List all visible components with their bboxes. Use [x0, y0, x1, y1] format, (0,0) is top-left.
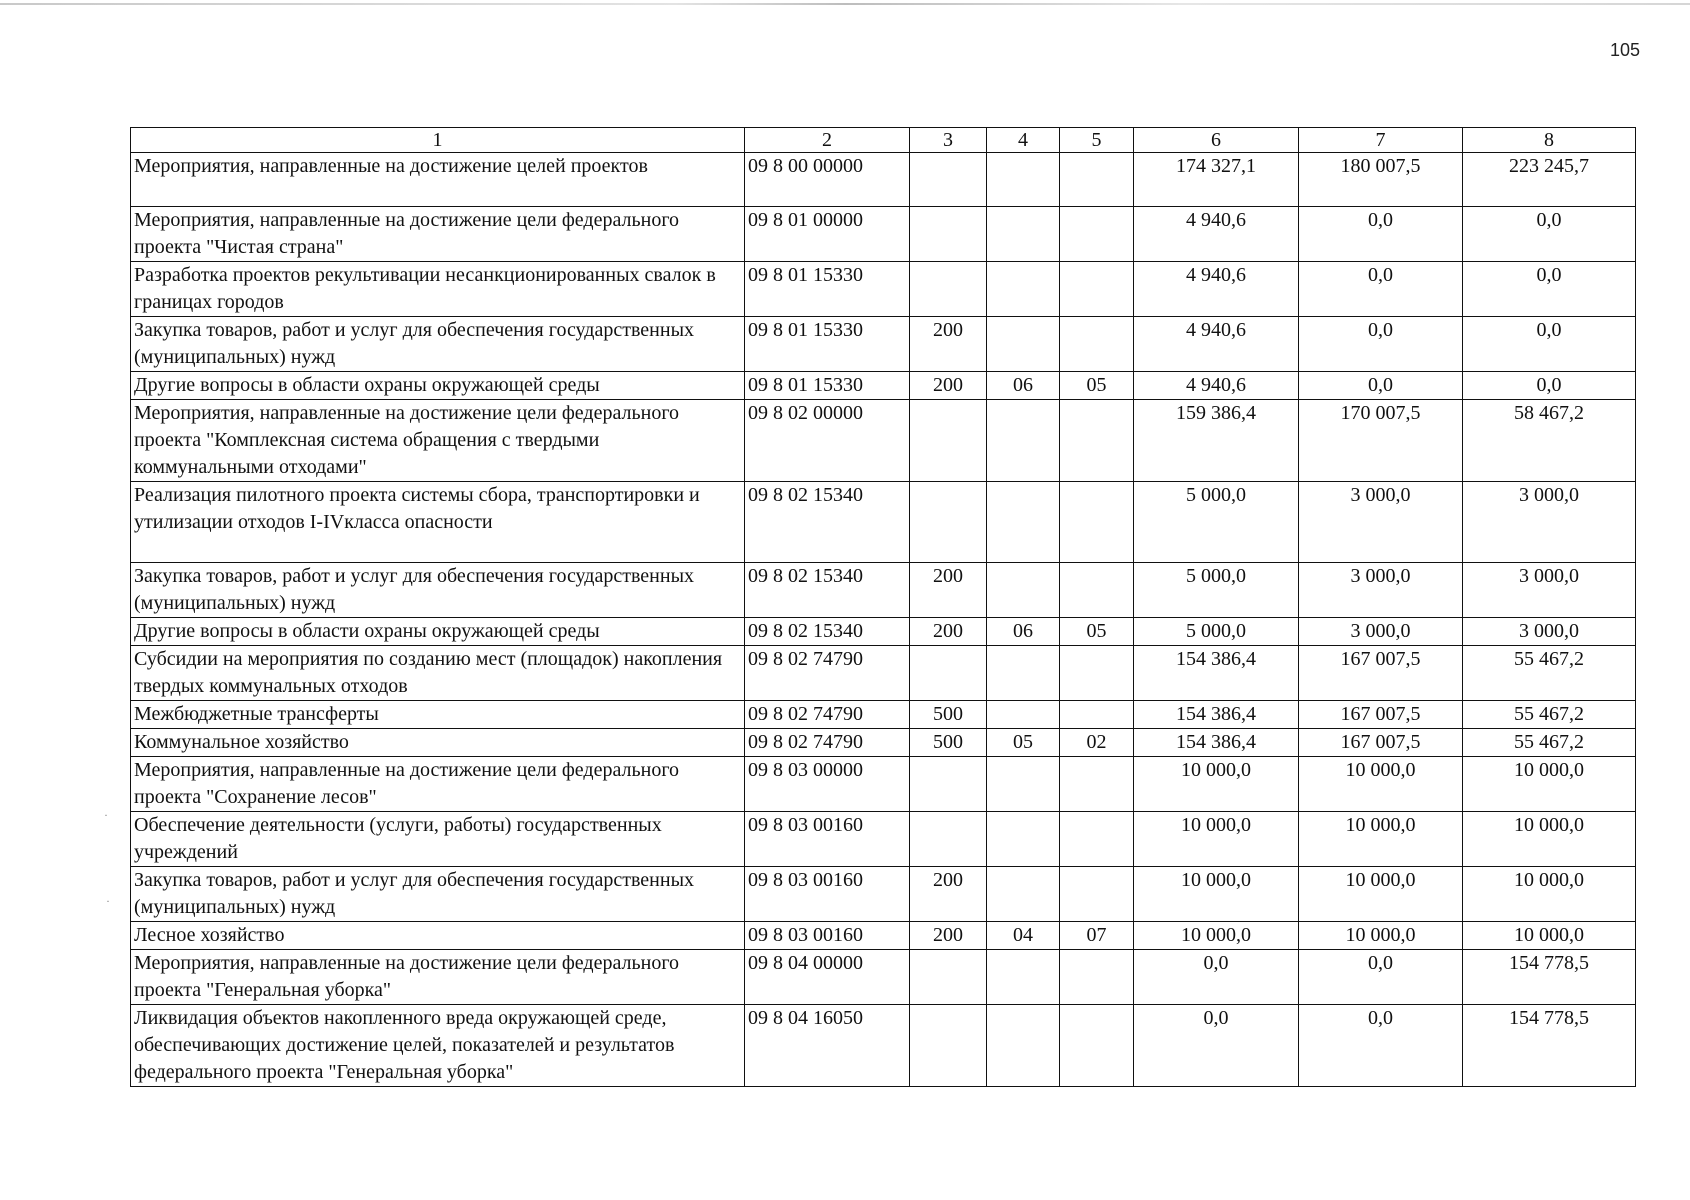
target-article-code: 09 8 02 15340	[745, 618, 910, 646]
amount-year-2: 3 000,0	[1299, 618, 1463, 646]
subsection-code	[1060, 867, 1134, 922]
table-row	[131, 729, 1636, 757]
expense-type-code	[910, 646, 987, 701]
target-article-code: 09 8 00 00000	[745, 153, 910, 207]
column-header: 4	[987, 128, 1060, 153]
subsection-code	[1060, 812, 1134, 867]
table-row	[131, 757, 1636, 812]
expense-type-code: 200	[910, 618, 987, 646]
amount-year-3: 3 000,0	[1463, 618, 1636, 646]
target-article-code: 09 8 02 00000	[745, 400, 910, 482]
amount-year-2: 10 000,0	[1299, 757, 1463, 812]
expense-type-code: 200	[910, 867, 987, 922]
amount-year-1: 4 940,6	[1134, 372, 1299, 400]
table-row	[131, 400, 1636, 482]
amount-year-3: 55 467,2	[1463, 646, 1636, 701]
table-row	[131, 317, 1636, 372]
table-row	[131, 950, 1636, 1005]
expense-type-code: 500	[910, 729, 987, 757]
section-code	[987, 207, 1060, 262]
amount-year-1: 10 000,0	[1134, 867, 1299, 922]
amount-year-2: 0,0	[1299, 317, 1463, 372]
target-article-code: 09 8 02 15340	[745, 563, 910, 618]
scan-edge	[0, 3, 1690, 5]
row-description: Лесное хозяйство	[131, 922, 745, 950]
amount-year-1: 10 000,0	[1134, 757, 1299, 812]
subsection-code	[1060, 400, 1134, 482]
column-header: 7	[1299, 128, 1463, 153]
subsection-code	[1060, 262, 1134, 317]
target-article-code: 09 8 03 00160	[745, 922, 910, 950]
amount-year-3: 0,0	[1463, 262, 1636, 317]
subsection-code	[1060, 317, 1134, 372]
amount-year-2: 170 007,5	[1299, 400, 1463, 482]
amount-year-1: 5 000,0	[1134, 482, 1299, 563]
amount-year-1: 4 940,6	[1134, 207, 1299, 262]
target-article-code: 09 8 03 00000	[745, 757, 910, 812]
amount-year-2: 0,0	[1299, 372, 1463, 400]
row-description: Закупка товаров, работ и услуг для обеспечения государственных (муниципальных) нужд	[131, 317, 745, 372]
section-code: 06	[987, 618, 1060, 646]
amount-year-2: 167 007,5	[1299, 701, 1463, 729]
table-header-row	[131, 128, 1636, 153]
table-row	[131, 262, 1636, 317]
amount-year-1: 154 386,4	[1134, 701, 1299, 729]
row-description: Мероприятия, направленные на достижение цели федерального проекта "Комплексная система обращения с твердыми коммунальными отходами"	[131, 400, 745, 482]
amount-year-2: 167 007,5	[1299, 729, 1463, 757]
subsection-code	[1060, 950, 1134, 1005]
amount-year-3: 3 000,0	[1463, 563, 1636, 618]
section-code	[987, 757, 1060, 812]
amount-year-3: 0,0	[1463, 317, 1636, 372]
amount-year-2: 167 007,5	[1299, 646, 1463, 701]
table-row	[131, 701, 1636, 729]
amount-year-1: 10 000,0	[1134, 922, 1299, 950]
amount-year-3: 10 000,0	[1463, 867, 1636, 922]
amount-year-1: 10 000,0	[1134, 812, 1299, 867]
section-code: 04	[987, 922, 1060, 950]
amount-year-1: 0,0	[1134, 950, 1299, 1005]
target-article-code: 09 8 01 00000	[745, 207, 910, 262]
table-row	[131, 482, 1636, 563]
expense-type-code: 200	[910, 563, 987, 618]
table-body	[131, 153, 1636, 1087]
section-code	[987, 153, 1060, 207]
row-description: Мероприятия, направленные на достижение целей проектов	[131, 153, 745, 207]
column-header: 8	[1463, 128, 1636, 153]
row-description: Мероприятия, направленные на достижение цели федерального проекта "Чистая страна"	[131, 207, 745, 262]
column-header: 5	[1060, 128, 1134, 153]
expense-type-code	[910, 812, 987, 867]
amount-year-3: 58 467,2	[1463, 400, 1636, 482]
row-description: Реализация пилотного проекта системы сбора, транспортировки и утилизации отходов I-IVкласса опасности	[131, 482, 745, 563]
expense-type-code	[910, 482, 987, 563]
target-article-code: 09 8 03 00160	[745, 867, 910, 922]
target-article-code: 09 8 02 74790	[745, 701, 910, 729]
section-code	[987, 482, 1060, 563]
column-header: 6	[1134, 128, 1299, 153]
amount-year-3: 10 000,0	[1463, 812, 1636, 867]
row-description: Закупка товаров, работ и услуг для обеспечения государственных (муниципальных) нужд	[131, 867, 745, 922]
amount-year-2: 0,0	[1299, 207, 1463, 262]
subsection-code	[1060, 207, 1134, 262]
target-article-code: 09 8 02 74790	[745, 646, 910, 701]
amount-year-1: 154 386,4	[1134, 646, 1299, 701]
amount-year-3: 154 778,5	[1463, 950, 1636, 1005]
row-description: Мероприятия, направленные на достижение цели федерального проекта "Генеральная уборка"	[131, 950, 745, 1005]
row-description: Субсидии на мероприятия по созданию мест (площадок) накопления твердых коммунальных отходов	[131, 646, 745, 701]
target-article-code: 09 8 02 15340	[745, 482, 910, 563]
subsection-code	[1060, 701, 1134, 729]
amount-year-3: 55 467,2	[1463, 701, 1636, 729]
amount-year-3: 10 000,0	[1463, 757, 1636, 812]
row-description: Обеспечение деятельности (услуги, работы) государственных учреждений	[131, 812, 745, 867]
table-row	[131, 646, 1636, 701]
page-number: 105	[1610, 40, 1641, 60]
table-row	[131, 153, 1636, 207]
expense-type-code: 200	[910, 317, 987, 372]
expense-type-code: 200	[910, 372, 987, 400]
row-description: Закупка товаров, работ и услуг для обеспечения государственных (муниципальных) нужд	[131, 563, 745, 618]
margin-speck: ·	[106, 894, 110, 908]
row-description: Другие вопросы в области охраны окружающей среды	[131, 618, 745, 646]
table-row	[131, 618, 1636, 646]
table-row	[131, 867, 1636, 922]
amount-year-2: 180 007,5	[1299, 153, 1463, 207]
target-article-code: 09 8 01 15330	[745, 317, 910, 372]
section-code	[987, 701, 1060, 729]
amount-year-2: 3 000,0	[1299, 563, 1463, 618]
expense-type-code	[910, 1005, 987, 1087]
row-description: Мероприятия, направленные на достижение цели федерального проекта "Сохранение лесов"	[131, 757, 745, 812]
section-code	[987, 317, 1060, 372]
section-code: 05	[987, 729, 1060, 757]
target-article-code: 09 8 02 74790	[745, 729, 910, 757]
subsection-code	[1060, 482, 1134, 563]
expense-type-code	[910, 950, 987, 1005]
amount-year-3: 10 000,0	[1463, 922, 1636, 950]
section-code	[987, 950, 1060, 1005]
amount-year-3: 3 000,0	[1463, 482, 1636, 563]
subsection-code	[1060, 1005, 1134, 1087]
target-article-code: 09 8 01 15330	[745, 262, 910, 317]
table-row	[131, 812, 1636, 867]
column-header: 1	[131, 128, 745, 153]
amount-year-1: 5 000,0	[1134, 563, 1299, 618]
margin-speck: ·	[104, 808, 108, 822]
amount-year-1: 159 386,4	[1134, 400, 1299, 482]
subsection-code: 05	[1060, 618, 1134, 646]
table-row	[131, 922, 1636, 950]
expense-type-code	[910, 207, 987, 262]
target-article-code: 09 8 03 00160	[745, 812, 910, 867]
amount-year-1: 5 000,0	[1134, 618, 1299, 646]
amount-year-2: 3 000,0	[1299, 482, 1463, 563]
table-row	[131, 207, 1636, 262]
section-code	[987, 400, 1060, 482]
amount-year-2: 10 000,0	[1299, 922, 1463, 950]
column-header: 3	[910, 128, 987, 153]
table-row	[131, 1005, 1636, 1087]
amount-year-1: 4 940,6	[1134, 262, 1299, 317]
row-description: Разработка проектов рекультивации несанкционированных свалок в границах городов	[131, 262, 745, 317]
subsection-code: 05	[1060, 372, 1134, 400]
section-code	[987, 262, 1060, 317]
amount-year-3: 0,0	[1463, 372, 1636, 400]
amount-year-2: 10 000,0	[1299, 867, 1463, 922]
amount-year-2: 0,0	[1299, 262, 1463, 317]
row-description: Другие вопросы в области охраны окружающей среды	[131, 372, 745, 400]
table-row	[131, 563, 1636, 618]
row-description: Коммунальное хозяйство	[131, 729, 745, 757]
amount-year-3: 223 245,7	[1463, 153, 1636, 207]
amount-year-1: 174 327,1	[1134, 153, 1299, 207]
target-article-code: 09 8 04 16050	[745, 1005, 910, 1087]
expense-type-code: 500	[910, 701, 987, 729]
section-code	[987, 563, 1060, 618]
subsection-code: 07	[1060, 922, 1134, 950]
section-code	[987, 812, 1060, 867]
amount-year-3: 55 467,2	[1463, 729, 1636, 757]
expense-type-code	[910, 757, 987, 812]
amount-year-1: 4 940,6	[1134, 317, 1299, 372]
budget-table	[130, 127, 1636, 1087]
amount-year-3: 154 778,5	[1463, 1005, 1636, 1087]
target-article-code: 09 8 04 00000	[745, 950, 910, 1005]
amount-year-3: 0,0	[1463, 207, 1636, 262]
expense-type-code	[910, 400, 987, 482]
expense-type-code: 200	[910, 922, 987, 950]
subsection-code	[1060, 153, 1134, 207]
section-code	[987, 867, 1060, 922]
expense-type-code	[910, 262, 987, 317]
subsection-code	[1060, 757, 1134, 812]
section-code	[987, 1005, 1060, 1087]
column-header: 2	[745, 128, 910, 153]
row-description: Межбюджетные трансферты	[131, 701, 745, 729]
section-code: 06	[987, 372, 1060, 400]
amount-year-2: 0,0	[1299, 950, 1463, 1005]
amount-year-2: 0,0	[1299, 1005, 1463, 1087]
amount-year-2: 10 000,0	[1299, 812, 1463, 867]
subsection-code: 02	[1060, 729, 1134, 757]
section-code	[987, 646, 1060, 701]
subsection-code	[1060, 646, 1134, 701]
amount-year-1: 154 386,4	[1134, 729, 1299, 757]
expense-type-code	[910, 153, 987, 207]
row-description: Ликвидация объектов накопленного вреда окружающей среде, обеспечивающих достижение целей, показателей и результатов федерального проекта "Генеральная уборка"	[131, 1005, 745, 1087]
table-row	[131, 372, 1636, 400]
amount-year-1: 0,0	[1134, 1005, 1299, 1087]
subsection-code	[1060, 563, 1134, 618]
target-article-code: 09 8 01 15330	[745, 372, 910, 400]
